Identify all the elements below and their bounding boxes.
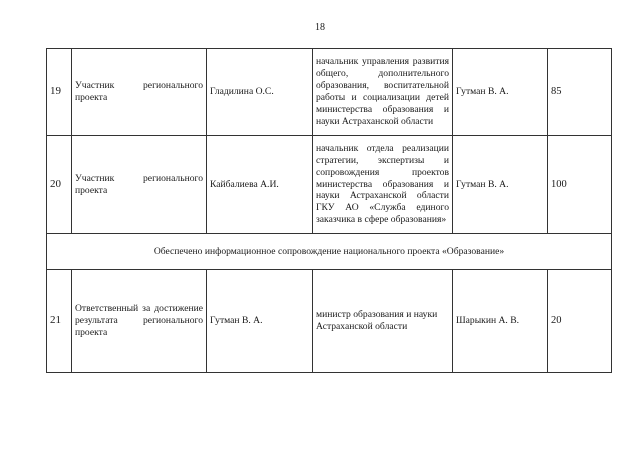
percent-cell: 20 xyxy=(548,270,612,373)
supervisor-cell: Шарыкин А. В. xyxy=(453,270,548,373)
name-cell: Кайбалиева А.И. xyxy=(207,136,313,234)
position-cell: начальник отдела реализации стратегии, экспертизы и сопровождения проектов министерства образования и науки Астраханской области ГКУ АО «Служба единого заказчика в сфере образования» xyxy=(313,136,453,234)
role-text: проекта xyxy=(75,92,108,103)
section-row xyxy=(47,234,612,270)
row-number: 19 xyxy=(47,49,72,136)
name-cell: Гутман В. А. xyxy=(207,270,313,373)
role-text: Участник регионального xyxy=(75,172,203,184)
section-title: Обеспечено информационное сопровождение национального проекта «Образование» xyxy=(47,234,612,270)
position-cell: министр образования и науки Астраханской области xyxy=(313,270,453,373)
role-cell xyxy=(72,49,207,136)
table-row xyxy=(47,270,612,373)
supervisor-cell: Гутман В. А. xyxy=(453,136,548,234)
participants-table xyxy=(46,48,612,373)
name-cell: Гладилина О.С. xyxy=(207,49,313,136)
role-cell: Ответственный за достижение результата регионального проекта xyxy=(72,270,207,373)
role-text: Участник регионального xyxy=(75,80,203,92)
percent-cell: 85 xyxy=(548,49,612,136)
row-number: 20 xyxy=(47,136,72,234)
position-cell: начальник управления развития общего, дополнительного образования, воспитательной работы и социализации детей министерства образования и науки Астраханской области xyxy=(313,49,453,136)
table-row xyxy=(47,49,612,136)
role-cell xyxy=(72,136,207,234)
supervisor-cell: Гутман В. А. xyxy=(453,49,548,136)
role-text: проекта xyxy=(75,184,108,196)
table-row xyxy=(47,136,612,234)
page-number: 18 xyxy=(315,22,325,33)
row-number: 21 xyxy=(47,270,72,373)
percent-cell: 100 xyxy=(548,136,612,234)
